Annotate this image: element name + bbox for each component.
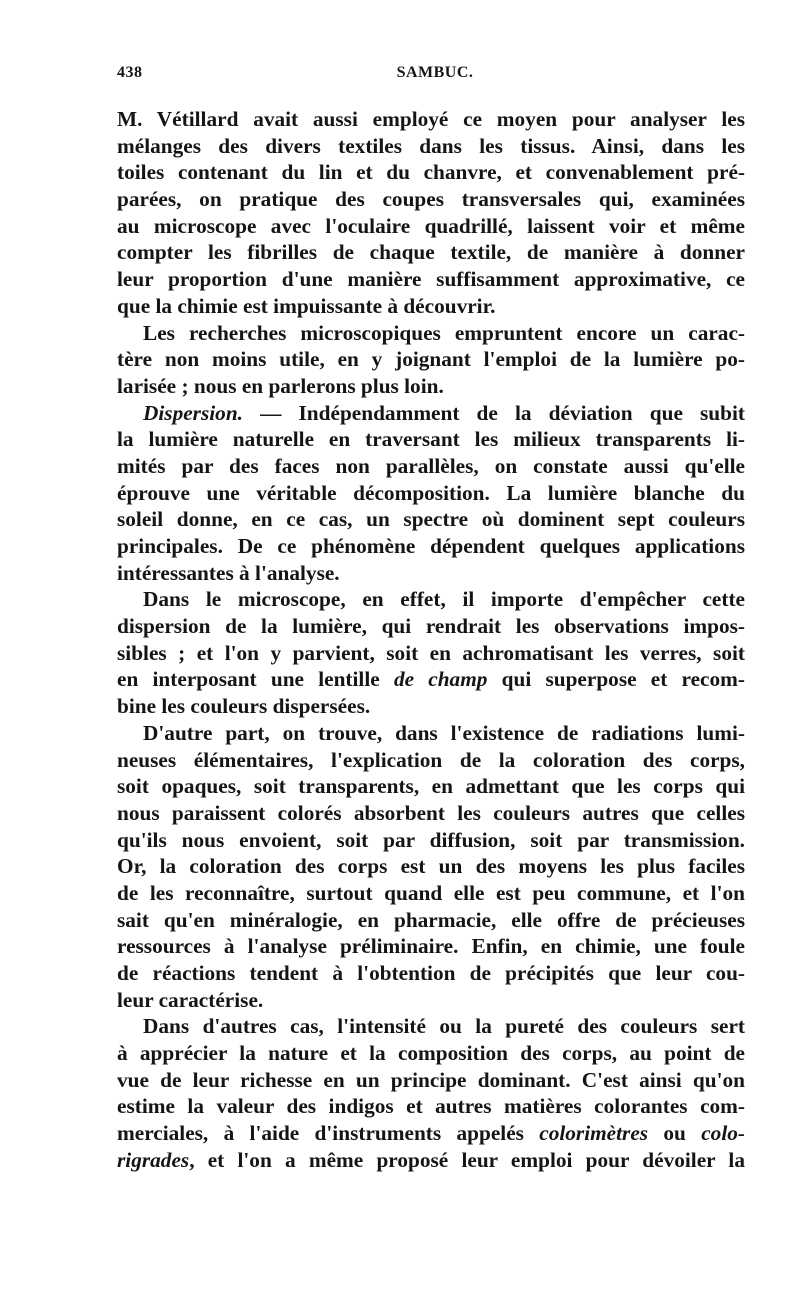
text-line: soleil donne, en ce cas, un spectre où dominent sept couleurs bbox=[117, 507, 745, 532]
text-line: nous paraissent colorés absorbent les couleurs autres que celles bbox=[117, 800, 745, 825]
text-line: sait qu'en minéralogie, en pharmacie, elle offre de précieuses bbox=[117, 907, 745, 932]
text-line: que la chimie est impuissante à découvrir. bbox=[117, 293, 496, 318]
text-line: toiles contenant du lin et du chanvre, et convenablement pré- bbox=[117, 160, 745, 185]
text-line: ressources à l'analyse préliminaire. Enfin, en chimie, une foule bbox=[117, 934, 745, 959]
text-line: soit opaques, soit transparents, en admettant que les corps qui bbox=[117, 774, 745, 799]
running-title: SAMBUC. bbox=[396, 64, 474, 81]
text-line: Dans le microscope, en effet, il importe d'empêcher cette bbox=[143, 587, 745, 612]
text-line: sibles ; et l'on y parvient, soit en achromatisant les verres, soit bbox=[117, 640, 745, 665]
text-line: M. Vétillard avait aussi employé ce moyen pour analyser les bbox=[117, 107, 745, 131]
text-line: mélanges des divers textiles dans les tissus. Ainsi, dans les bbox=[117, 133, 745, 158]
text-line: au microscope avec l'oculaire quadrillé, laissent voir et même bbox=[117, 213, 745, 238]
text-line: Dans d'autres cas, l'intensité ou la pureté des couleurs sert bbox=[143, 1014, 745, 1039]
page-number: 438 bbox=[117, 64, 143, 81]
text-line: leur proportion d'une manière suffisamment approximative, ce bbox=[117, 267, 745, 292]
text-line: compter les fibrilles de chaque textile, de manière à donner bbox=[117, 240, 745, 265]
text-line: de réactions tendent à l'obtention de précipités que leur cou- bbox=[117, 961, 745, 985]
text-line: principales. De ce phénomène dépendent quelques applications bbox=[117, 534, 745, 558]
text-line: rigrades, et l'on a même proposé leur emploi pour dévoiler la bbox=[117, 1147, 745, 1172]
text-line: tère non moins utile, en y joignant l'emploi de la lumière po- bbox=[117, 347, 745, 372]
text-line: la lumière naturelle en traversant les milieux transparents li- bbox=[117, 427, 745, 452]
text-line: qu'ils nous envoient, soit par diffusion, soit par transmission. bbox=[117, 827, 745, 852]
text-line: Dispersion. — Indépendamment de la déviation que subit bbox=[143, 400, 745, 425]
text-line: leur caractérise. bbox=[117, 987, 264, 1012]
text-line: intéressantes à l'analyse. bbox=[117, 560, 340, 585]
text-line: neuses élémentaires, l'explication de la coloration des corps, bbox=[117, 747, 745, 772]
text-line: en interposant une lentille de champ qui superpose et recom- bbox=[117, 667, 745, 692]
text-line: de les reconnaître, surtout quand elle est peu commune, et l'on bbox=[117, 880, 745, 905]
text-line: merciales, à l'aide d'instruments appelés colorimètres ou colo- bbox=[117, 1121, 745, 1146]
body-text bbox=[117, 106, 745, 1174]
text-line: à apprécier la nature et la composition des corps, au point de bbox=[117, 1041, 745, 1066]
text-line: vue de leur richesse en un principe dominant. C'est ainsi qu'on bbox=[117, 1067, 745, 1092]
text-line: D'autre part, on trouve, dans l'existence de radiations lumi- bbox=[143, 720, 745, 745]
text-line: bine les couleurs dispersées. bbox=[117, 694, 371, 719]
text-line: Or, la coloration des corps est un des moyens les plus faciles bbox=[117, 854, 745, 879]
text-line: Les recherches microscopiques empruntent encore un carac- bbox=[143, 320, 745, 345]
text-line: estime la valeur des indigos et autres matières colorantes com- bbox=[117, 1094, 745, 1119]
text-line: mités par des faces non parallèles, on constate aussi qu'elle bbox=[117, 453, 745, 478]
running-head bbox=[117, 64, 745, 90]
text-line: larisée ; nous en parlerons plus loin. bbox=[117, 373, 444, 398]
text-line: éprouve une véritable décomposition. La lumière blanche du bbox=[117, 480, 745, 505]
text-line: dispersion de la lumière, qui rendrait les observations impos- bbox=[117, 614, 745, 639]
text-line: parées, on pratique des coupes transversales qui, examinées bbox=[117, 187, 745, 212]
